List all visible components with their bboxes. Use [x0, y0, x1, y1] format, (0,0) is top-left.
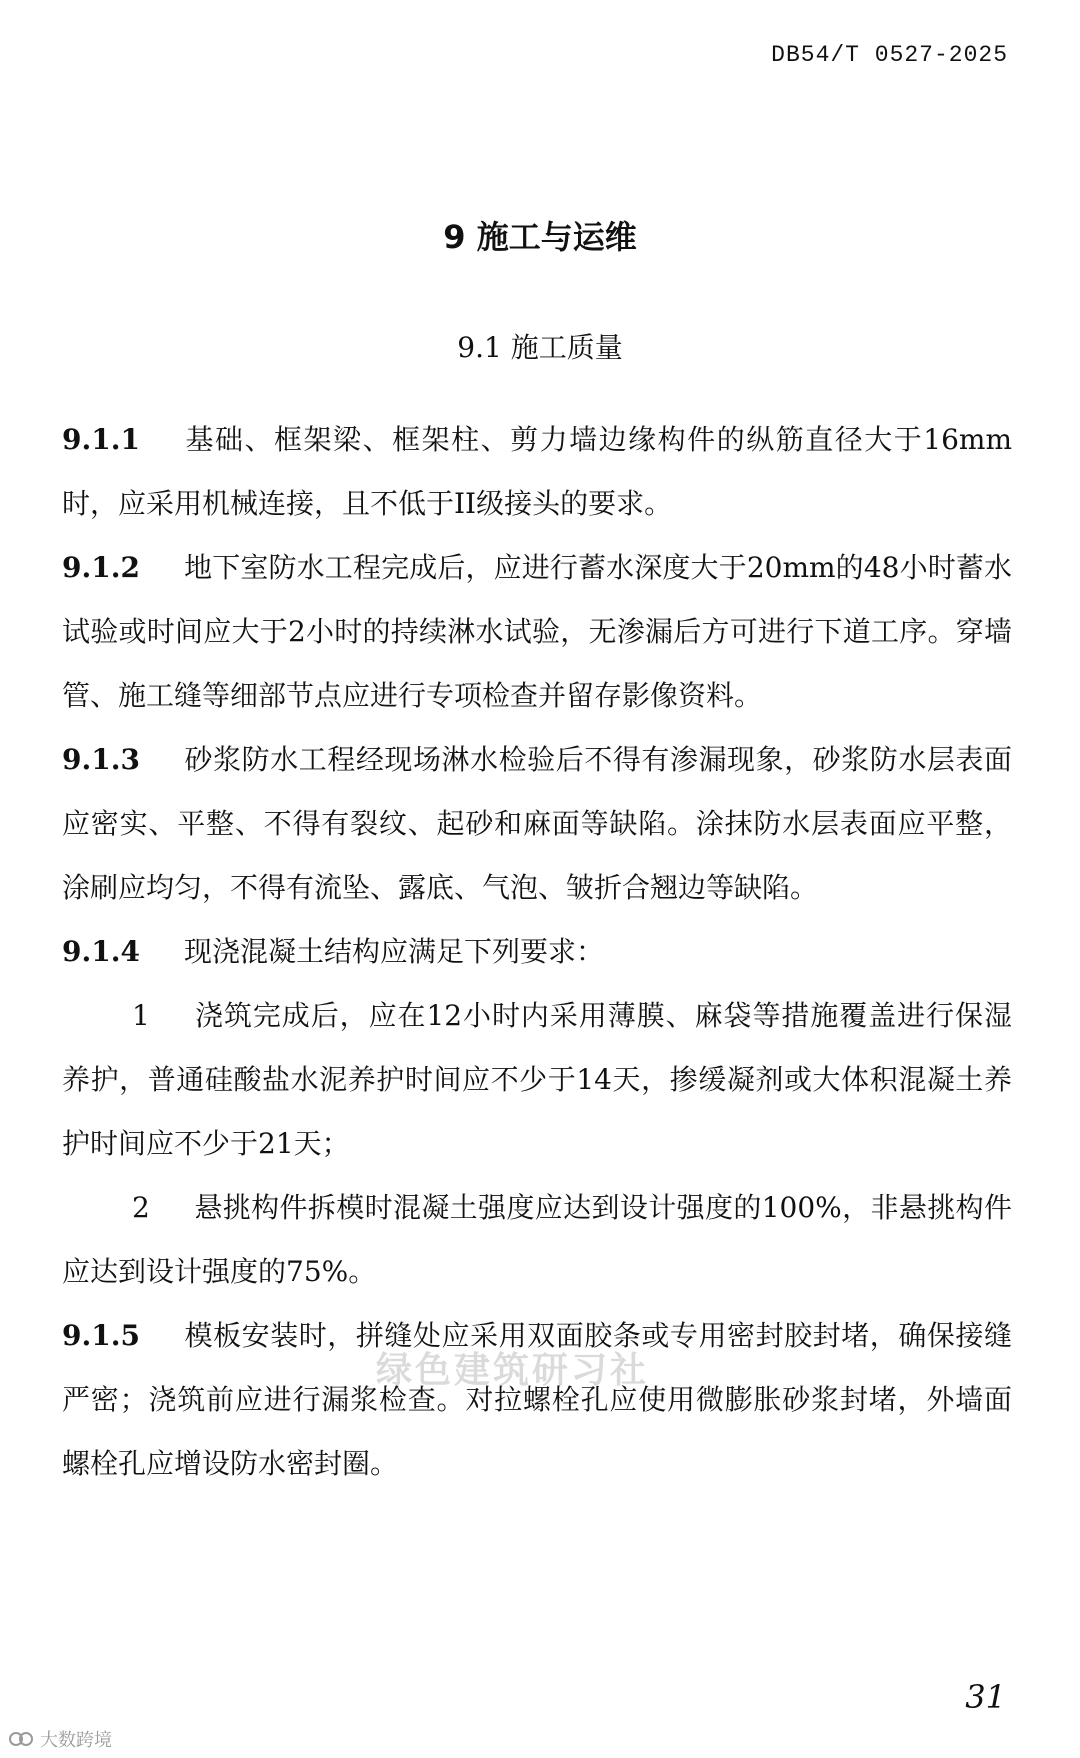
clause-list — [62, 408, 1012, 1496]
clause-item-1 — [62, 984, 1012, 1176]
clause-9-1-1 — [62, 408, 1012, 536]
standard-code: DB54/T 0527-2025 — [771, 42, 1008, 68]
chapter-title: 9 施工与运维 — [443, 218, 637, 256]
logo-text: 大数跨境 — [40, 1730, 112, 1751]
clause-text: 地下室防水工程完成后，应进行蓄水深度大于20mm的48小时蓄水试验或时间应大于2小时的持续淋水试验，无渗漏后方可进行下道工序。穿墙管、施工缝等细部节点应进行专项检查并留存影像资料。 — [62, 551, 1012, 712]
clause-text: 现浇混凝土结构应满足下列要求： — [184, 935, 605, 968]
logo-icon — [8, 1730, 36, 1748]
item-number: 1 — [132, 999, 150, 1032]
item-text: 悬挑构件拆模时混凝土强度应达到设计强度的100%，非悬挑构件应达到设计强度的75%。 — [62, 1191, 1012, 1288]
watermark: 绿色建筑研习社 — [376, 1350, 650, 1391]
clause-item-2 — [62, 1176, 1012, 1304]
clause-number: 9.1.1 — [62, 423, 140, 456]
corner-logo — [8, 1726, 112, 1752]
clause-text: 砂浆防水工程经现场淋水检验后不得有渗漏现象，砂浆防水层表面应密实、平整、不得有裂纹、起砂和麻面等缺陷。涂抹防水层表面应平整，涂刷应均匀，不得有流坠、露底、气泡、皱折合翘边等缺陷。 — [62, 743, 1012, 904]
item-text: 浇筑完成后，应在12小时内采用薄膜、麻袋等措施覆盖进行保湿养护，普通硅酸盐水泥养护时间应不少于14天，掺缓凝剂或大体积混凝土养护时间应不少于21天； — [62, 999, 1012, 1160]
page-number: 31 — [965, 1678, 1006, 1716]
clause-number: 9.1.3 — [62, 743, 140, 776]
section-title: 9.1 施工质量 — [457, 331, 623, 364]
clause-text: 基础、框架梁、框架柱、剪力墙边缘构件的纵筋直径大于16mm时，应采用机械连接，且不低于II级接头的要求。 — [62, 423, 1012, 520]
clause-9-1-2 — [62, 536, 1012, 728]
clause-text: 模板安装时，拼缝处应采用双面胶条或专用密封胶封堵，确保接缝严密；浇筑前应进行漏浆检查。对拉螺栓孔应使用微膨胀砂浆封堵，外墙面螺栓孔应增设防水密封圈。 — [62, 1319, 1012, 1480]
clause-number: 9.1.4 — [62, 935, 140, 968]
clause-9-1-5 — [62, 1304, 1012, 1496]
clause-number: 9.1.5 — [62, 1319, 140, 1352]
clause-9-1-4 — [62, 920, 1012, 984]
item-number: 2 — [132, 1191, 150, 1224]
clause-9-1-3 — [62, 728, 1012, 920]
clause-number: 9.1.2 — [62, 551, 140, 584]
